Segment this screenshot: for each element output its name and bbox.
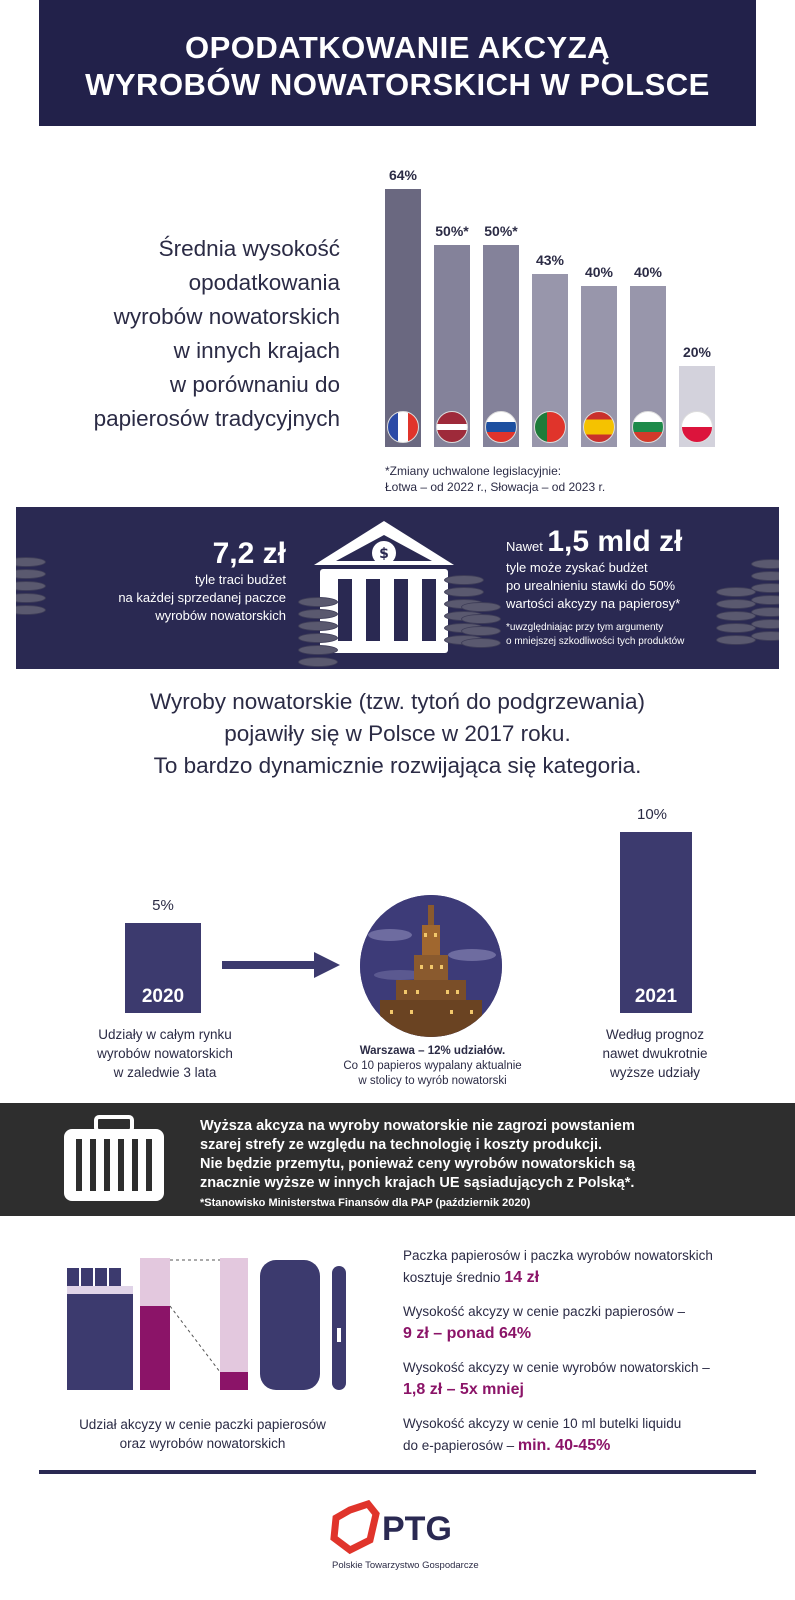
caption-left	[70, 1025, 260, 1082]
coins-icon	[751, 559, 779, 643]
gain-text: po urealnieniu stawki do 50%	[506, 578, 676, 593]
statement-line: znacznie wyższe w innych krajach UE sąsiadujących z Polską*.	[200, 1175, 635, 1191]
fact-value: 14 zł	[504, 1269, 540, 1286]
title-line-1: OPODATKOWANIE AKCYZĄ	[184, 30, 611, 65]
excise-caption	[60, 1415, 345, 1453]
year-2021: 2021	[634, 985, 678, 1007]
flag-fr-icon	[387, 411, 419, 443]
coins-icon	[298, 597, 338, 669]
caption-line: Udziały w całym rynku	[98, 1027, 232, 1042]
ministry-statement	[200, 1117, 720, 1193]
country-value-label: 64%	[388, 167, 418, 183]
coins-icon	[16, 557, 46, 617]
caption-line: oraz wyrobów nowatorskich	[119, 1436, 286, 1451]
intro-line: w porównaniu do	[169, 372, 340, 397]
loss-text: na każdej sprzedanej paczce	[118, 590, 286, 605]
share-2021-label: 10%	[636, 806, 668, 823]
caption-title: Warszawa – 12% udziałów.	[359, 1045, 506, 1057]
fact-text: Wysokość akcyzy w cenie 10 ml butelki liquidu	[403, 1416, 682, 1431]
coins-icon	[461, 602, 501, 650]
caption-line: w zaledwie 3 lata	[113, 1065, 217, 1080]
statement-line: Nie będzie przemytu, ponieważ ceny wyrobów nowatorskich są	[200, 1156, 636, 1172]
caption-right	[575, 1025, 735, 1082]
share-2020-bar	[125, 923, 201, 1013]
gain-note: o mniejszej szkodliwości tych produktów	[506, 636, 685, 647]
intro-line: w innych krajach	[173, 338, 340, 363]
description-line: To bardzo dynamicznie rozwijająca się kategoria.	[153, 753, 642, 778]
warsaw-palace-illustration	[360, 895, 502, 1037]
loss-value: 7,2 zł	[212, 537, 286, 570]
budget-band	[16, 507, 779, 669]
gain-text: wartości akcyzy na papierosy*	[506, 596, 681, 611]
fact-text: Wysokość akcyzy w cenie wyrobów nowatorskich –	[403, 1360, 710, 1375]
logo-text: PTG	[382, 1510, 452, 1548]
description-line: Wyroby nowatorskie (tzw. tytoń do podgrzewania)	[149, 689, 646, 714]
intro-line: Średnia wysokość	[158, 236, 340, 261]
loss-text: wyrobów nowatorskich	[155, 608, 286, 623]
fact-liquid-excise	[403, 1413, 783, 1457]
year-2020: 2020	[141, 985, 185, 1007]
fact-text: kosztuje średnio	[403, 1270, 501, 1285]
budget-loss	[76, 537, 286, 625]
fact-cigarette-excise	[403, 1301, 783, 1345]
caption-line: Co 10 papieros wypalany aktualnie	[343, 1060, 522, 1072]
country-value-label: 40%	[584, 263, 614, 280]
caption-warsaw	[310, 1044, 555, 1089]
caption-line: wyrobów nowatorskich	[97, 1046, 233, 1061]
arrow-right-icon	[222, 950, 342, 980]
country-value-label: 40%	[633, 263, 663, 280]
flag-pt-icon	[534, 411, 566, 443]
fact-value: min. 40-45%	[517, 1437, 611, 1454]
flag-pl-icon	[681, 411, 713, 443]
fact-value: 1,8 zł – 5x mniej	[403, 1381, 524, 1398]
gain-prefix: Nawet	[506, 539, 543, 554]
heating-device-icon	[260, 1260, 320, 1390]
price-facts	[403, 1245, 783, 1469]
country-value-label: 50%*	[484, 223, 518, 240]
novel-excise-fill	[220, 1372, 248, 1390]
bottom-divider	[39, 1470, 756, 1474]
share-2020-label: 5%	[152, 897, 174, 914]
fact-text: Wysokość akcyzy w cenie paczki papierosów –	[403, 1304, 685, 1319]
fact-price	[403, 1245, 783, 1289]
caption-line: w stolicy to wyrób nowatorski	[358, 1075, 507, 1087]
caption-line: nawet dwukrotnie	[602, 1046, 708, 1061]
briefcase-icon	[62, 1115, 166, 1203]
share-2021-bar	[620, 832, 692, 1013]
caption-line: wyższe udziały	[609, 1065, 701, 1080]
country-value-label: 43%	[535, 251, 565, 268]
intro-line: papierosów tradycyjnych	[93, 406, 340, 431]
loss-text: tyle traci budżet	[194, 572, 286, 587]
gain-note: *uwzględniając przy tym argumenty	[506, 622, 664, 633]
description-line: pojawiły się w Polsce w 2017 roku.	[224, 721, 571, 746]
flag-sk-icon	[485, 411, 517, 443]
novel-share-bar	[220, 1258, 248, 1390]
gain-value: 1,5 mld zł	[547, 525, 683, 558]
title-line-2: WYROBÓW NOWATORSKICH W POLSCE	[85, 67, 710, 102]
fact-text: Paczka papierosów i paczka wyrobów nowatorskich	[403, 1248, 713, 1263]
statement-line: Wyższa akcyza na wyroby nowatorskie nie zagrozi powstaniem	[200, 1118, 635, 1134]
intro-line: wyrobów nowatorskich	[113, 304, 340, 329]
fact-value: 9 zł – ponad 64%	[403, 1325, 532, 1342]
footnote-line: Łotwa – od 2022 r., Słowacja – od 2023 r.	[385, 480, 606, 494]
svg-text:$: $	[379, 546, 389, 562]
caption-line: Udział akcyzy w cenie paczki papierosów	[79, 1417, 326, 1432]
intro-line: opodatkowania	[188, 270, 340, 295]
caption-line: Według prognoz	[605, 1027, 705, 1042]
flag-es-icon	[583, 411, 615, 443]
footnote-line: *Zmiany uchwalone legislacyjnie:	[385, 464, 562, 478]
country-bar	[385, 189, 421, 447]
cigarette-excise-fill	[140, 1306, 170, 1390]
statement-source: *Stanowisko Ministerstwa Finansów dla PAP (październik 2020)	[200, 1197, 531, 1209]
flag-bg-icon	[632, 411, 664, 443]
statement-line: szarej strefy ze względu na technologię i koszty produkcji.	[200, 1137, 603, 1153]
logo-subtitle: Polskie Towarzystwo Gospodarcze	[332, 1560, 479, 1571]
cigarette-pack-icon	[67, 1294, 133, 1390]
excise-share-illustration	[62, 1258, 362, 1408]
coins-icon	[716, 587, 756, 647]
country-value-label: 50%*	[435, 223, 469, 240]
flag-lv-icon	[436, 411, 468, 443]
fact-novel-excise	[403, 1357, 783, 1401]
country-bar-chart	[0, 0, 795, 500]
country-value-label: 20%	[682, 344, 712, 361]
ministry-statement-band	[0, 1103, 795, 1216]
category-description	[0, 686, 795, 782]
chart-footnote	[385, 463, 605, 495]
fact-text: do e-papierosów –	[403, 1438, 515, 1453]
gain-text: tyle może zyskać budżet	[506, 560, 648, 575]
